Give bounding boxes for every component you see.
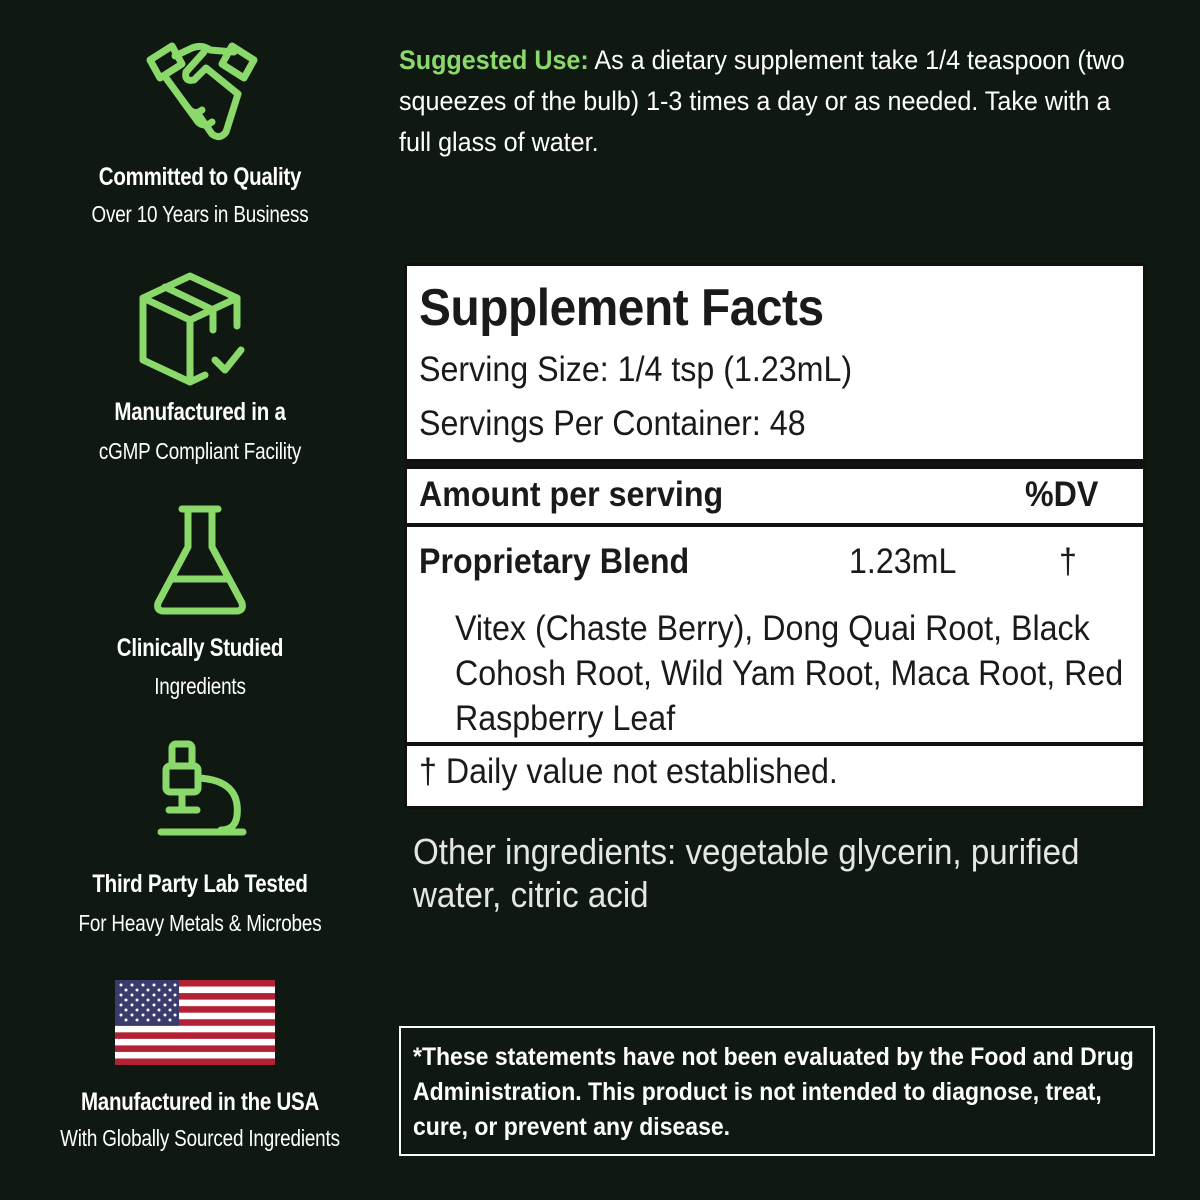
facts-divider — [407, 742, 1143, 746]
blend-name: Proprietary Blend — [419, 542, 690, 581]
microscope-icon — [155, 740, 255, 845]
badge-subtitle: With Globally Sourced Ingredients — [60, 1125, 340, 1151]
us-flag-icon — [115, 980, 275, 1070]
badge-title: Clinically Studied — [116, 634, 284, 662]
blend-dv: † — [1059, 542, 1077, 581]
badge-subtitle: cGMP Compliant Facility — [98, 438, 302, 464]
fda-disclaimer: *These statements have not been evaluated by the Food and Drug Administration. This product is not intended to diagnose, treat, cure, or prevent any disease. — [413, 1043, 1134, 1141]
badge-subtitle: For Heavy Metals & Microbes — [78, 910, 322, 936]
facts-divider — [407, 523, 1143, 527]
facts-title: Supplement Facts — [419, 279, 824, 337]
badge-title: Committed to Quality — [98, 163, 302, 191]
suggested-use-text: As a dietary supplement take 1/4 teaspoon (two squeezes of the bulb) 1-3 times a day or as needed. Take with a full glass of water. — [399, 45, 1125, 157]
other-ingredients: Other ingredients: vegetable glycerin, purified water, citric acid — [413, 831, 1080, 915]
dv-header: %DV — [1025, 475, 1099, 514]
facts-divider — [407, 459, 1143, 469]
badge-title: Third Party Lab Tested — [92, 870, 308, 898]
blend-amount: 1.23mL — [849, 542, 957, 581]
facts-footnote: † Daily value not established. — [419, 752, 838, 791]
badge-subtitle: Ingredients — [154, 673, 246, 699]
badge-title: Manufactured in the USA — [80, 1088, 320, 1116]
servings-per-container: Servings Per Container: 48 — [419, 404, 806, 443]
handshake-icon — [142, 38, 262, 153]
serving-size: Serving Size: 1/4 tsp (1.23mL) — [419, 350, 853, 389]
badge-title: Manufactured in a — [114, 398, 286, 426]
fda-disclaimer-box — [399, 1026, 1155, 1156]
suggested-use-label: Suggested Use: — [399, 45, 589, 75]
flask-icon — [150, 503, 250, 623]
supplement-facts-panel — [404, 263, 1146, 809]
badge-subtitle: Over 10 Years in Business — [91, 201, 309, 227]
package-check-icon — [135, 268, 245, 393]
amount-header: Amount per serving — [419, 475, 724, 514]
suggested-use — [399, 40, 1134, 163]
blend-ingredients: Vitex (Chaste Berry), Dong Quai Root, Black Cohosh Root, Wild Yam Root, Maca Root, Red Raspberry Leaf — [455, 609, 1124, 738]
